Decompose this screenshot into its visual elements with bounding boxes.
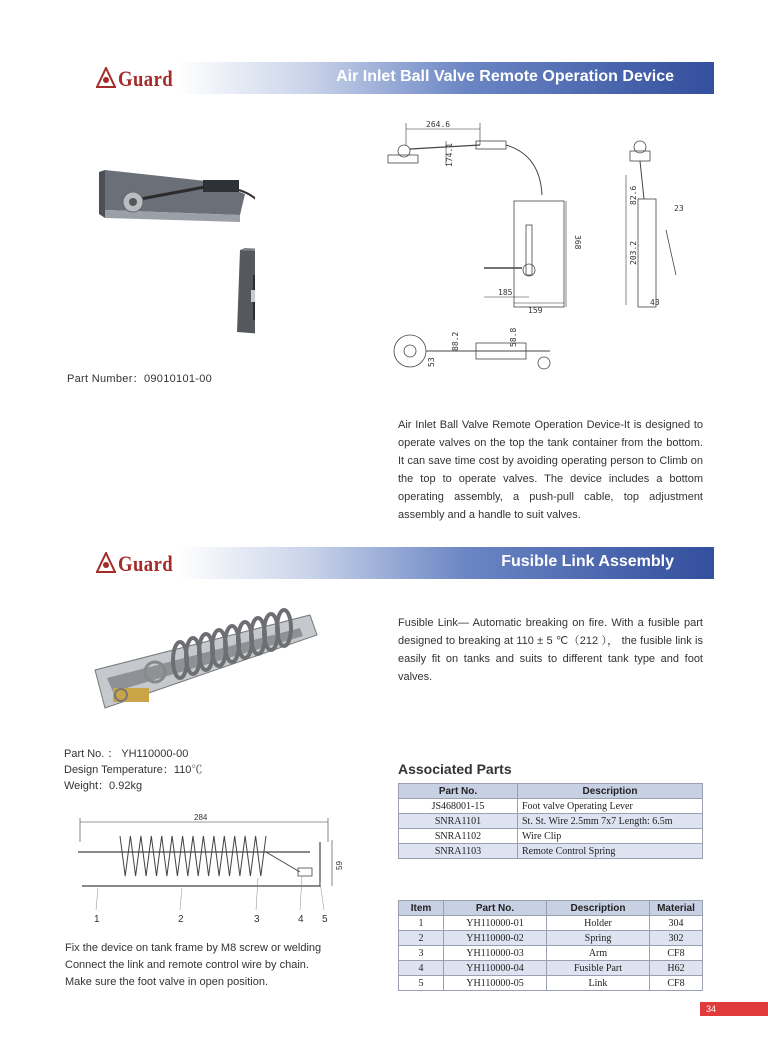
guard-logo: [96, 550, 192, 576]
instruction-line: Make sure the foot valve in open position.: [65, 976, 269, 988]
cell-description: Arm: [547, 946, 650, 961]
cell-material: 302: [650, 931, 703, 946]
valve-logo-icon: [96, 552, 116, 574]
remote-device-drawings: [380, 115, 710, 385]
table-header-row: [399, 901, 703, 916]
cell-material: CF8: [650, 976, 703, 991]
dim-height: 59: [335, 861, 344, 870]
cell-description: Spring: [547, 931, 650, 946]
col-description: Description: [547, 901, 650, 916]
fusible-specs: [64, 746, 202, 794]
section-title: Air Inlet Ball Valve Remote Operation Device: [336, 68, 674, 85]
cell-part-no: YH110000-04: [444, 961, 547, 976]
valve-logo-icon: [96, 67, 116, 89]
dim-264: 264.6: [426, 120, 451, 129]
col-material: Material: [650, 901, 703, 916]
dim-174: 174.1: [445, 142, 454, 167]
table-row: [399, 844, 703, 859]
section-title: Fusible Link Assembly: [501, 553, 674, 570]
instruction-line: Connect the link and remote control wire by chain.: [65, 959, 309, 971]
cell-part-no: YH110000-01: [444, 916, 547, 931]
cell-description: Fusible Part: [547, 961, 650, 976]
callout-2: 2: [178, 914, 184, 925]
cell-description: Link: [547, 976, 650, 991]
col-item: Item: [399, 901, 444, 916]
dim-23: 23: [674, 204, 684, 213]
col-part-no: Part No.: [399, 784, 518, 799]
table-row: [399, 961, 703, 976]
section-header-remote-operation: [60, 62, 714, 94]
table-row: [399, 814, 703, 829]
page-number: 34: [700, 1002, 768, 1016]
table-header-row: [399, 784, 703, 799]
dim-882: 88.2: [451, 331, 460, 351]
table-row: [399, 946, 703, 961]
table-row: [399, 916, 703, 931]
fusible-design-temp: Design Temperature：110℃: [64, 764, 203, 776]
cell-item: 2: [399, 931, 444, 946]
table-row: [399, 976, 703, 991]
logo-text: Guard: [118, 66, 174, 91]
table-row: [399, 931, 703, 946]
cell-item: 4: [399, 961, 444, 976]
cell-description: St. St. Wire 2.5mm 7x7 Length: 6.5m: [518, 814, 703, 829]
cell-part-no: SNRA1102: [399, 829, 518, 844]
remote-device-render: [95, 160, 255, 345]
callout-3: 3: [254, 914, 260, 925]
fusible-part-no: Part No. ： YH110000-00: [64, 748, 189, 760]
dim-588: 58.8: [509, 327, 518, 347]
dim-826: 82.6: [629, 185, 638, 205]
cell-item: 3: [399, 946, 444, 961]
callout-1: 1: [94, 914, 100, 925]
associated-parts-heading: Associated Parts: [398, 761, 512, 777]
fusible-description: Fusible Link— Automatic breaking on fire. With a fusible part designed to breaking at 110 ± 5 ℃（212 ）， the fusible link is easily fit on tanks and suits to different tank type and foot valves.: [398, 617, 703, 683]
logo-text: Guard: [118, 551, 174, 576]
cell-item: 1: [399, 916, 444, 931]
cell-part-no: YH110000-05: [444, 976, 547, 991]
associated-parts-table: [398, 783, 703, 859]
cell-description: Holder: [547, 916, 650, 931]
fusible-link-render: [85, 600, 325, 725]
table-row: [399, 829, 703, 844]
dim-159: 159: [528, 306, 543, 315]
dim-368: 368: [573, 235, 582, 250]
instruction-line: Fix the device on tank frame by M8 screw or welding: [65, 942, 322, 954]
cell-description: Remote Control Spring: [518, 844, 703, 859]
installation-instructions: [65, 940, 321, 991]
dim-185: 185: [498, 288, 513, 297]
cell-item: 5: [399, 976, 444, 991]
cell-part-no: YH110000-03: [444, 946, 547, 961]
remote-device-description: Air Inlet Ball Valve Remote Operation Device-It is designed to operate valves on the top the tank container from the bottom. It can save time cost by avoiding operating person to Climb on the top to operate valves. The device includes a bottom operating assembly, a push-pull cable, top adjustment assembly and a handle to suit valves.: [398, 419, 703, 521]
cell-description: Foot valve Operating Lever: [518, 799, 703, 814]
cell-description: Wire Clip: [518, 829, 703, 844]
cell-part-no: YH110000-02: [444, 931, 547, 946]
cell-part-no: JS468001-15: [399, 799, 518, 814]
col-description: Description: [518, 784, 703, 799]
dim-2032: 203.2: [629, 240, 638, 265]
components-table: [398, 900, 703, 991]
cell-part-no: SNRA1103: [399, 844, 518, 859]
table-row: [399, 799, 703, 814]
section-header-fusible-link: [60, 547, 714, 579]
cell-part-no: SNRA1101: [399, 814, 518, 829]
callout-5: 5: [322, 914, 328, 925]
fusible-weight: Weight：0.92kg: [64, 780, 143, 792]
dim-length: 284: [194, 813, 208, 822]
cell-material: CF8: [650, 946, 703, 961]
dim-53: 53: [427, 357, 436, 367]
cell-material: H62: [650, 961, 703, 976]
col-part-no: Part No.: [444, 901, 547, 916]
guard-logo: [96, 65, 192, 91]
fusible-link-drawing: [70, 812, 350, 930]
dim-43: 43: [650, 298, 660, 307]
part-number-label: Part Number：09010101-00: [67, 373, 213, 385]
cell-material: 304: [650, 916, 703, 931]
callout-4: 4: [298, 914, 304, 925]
